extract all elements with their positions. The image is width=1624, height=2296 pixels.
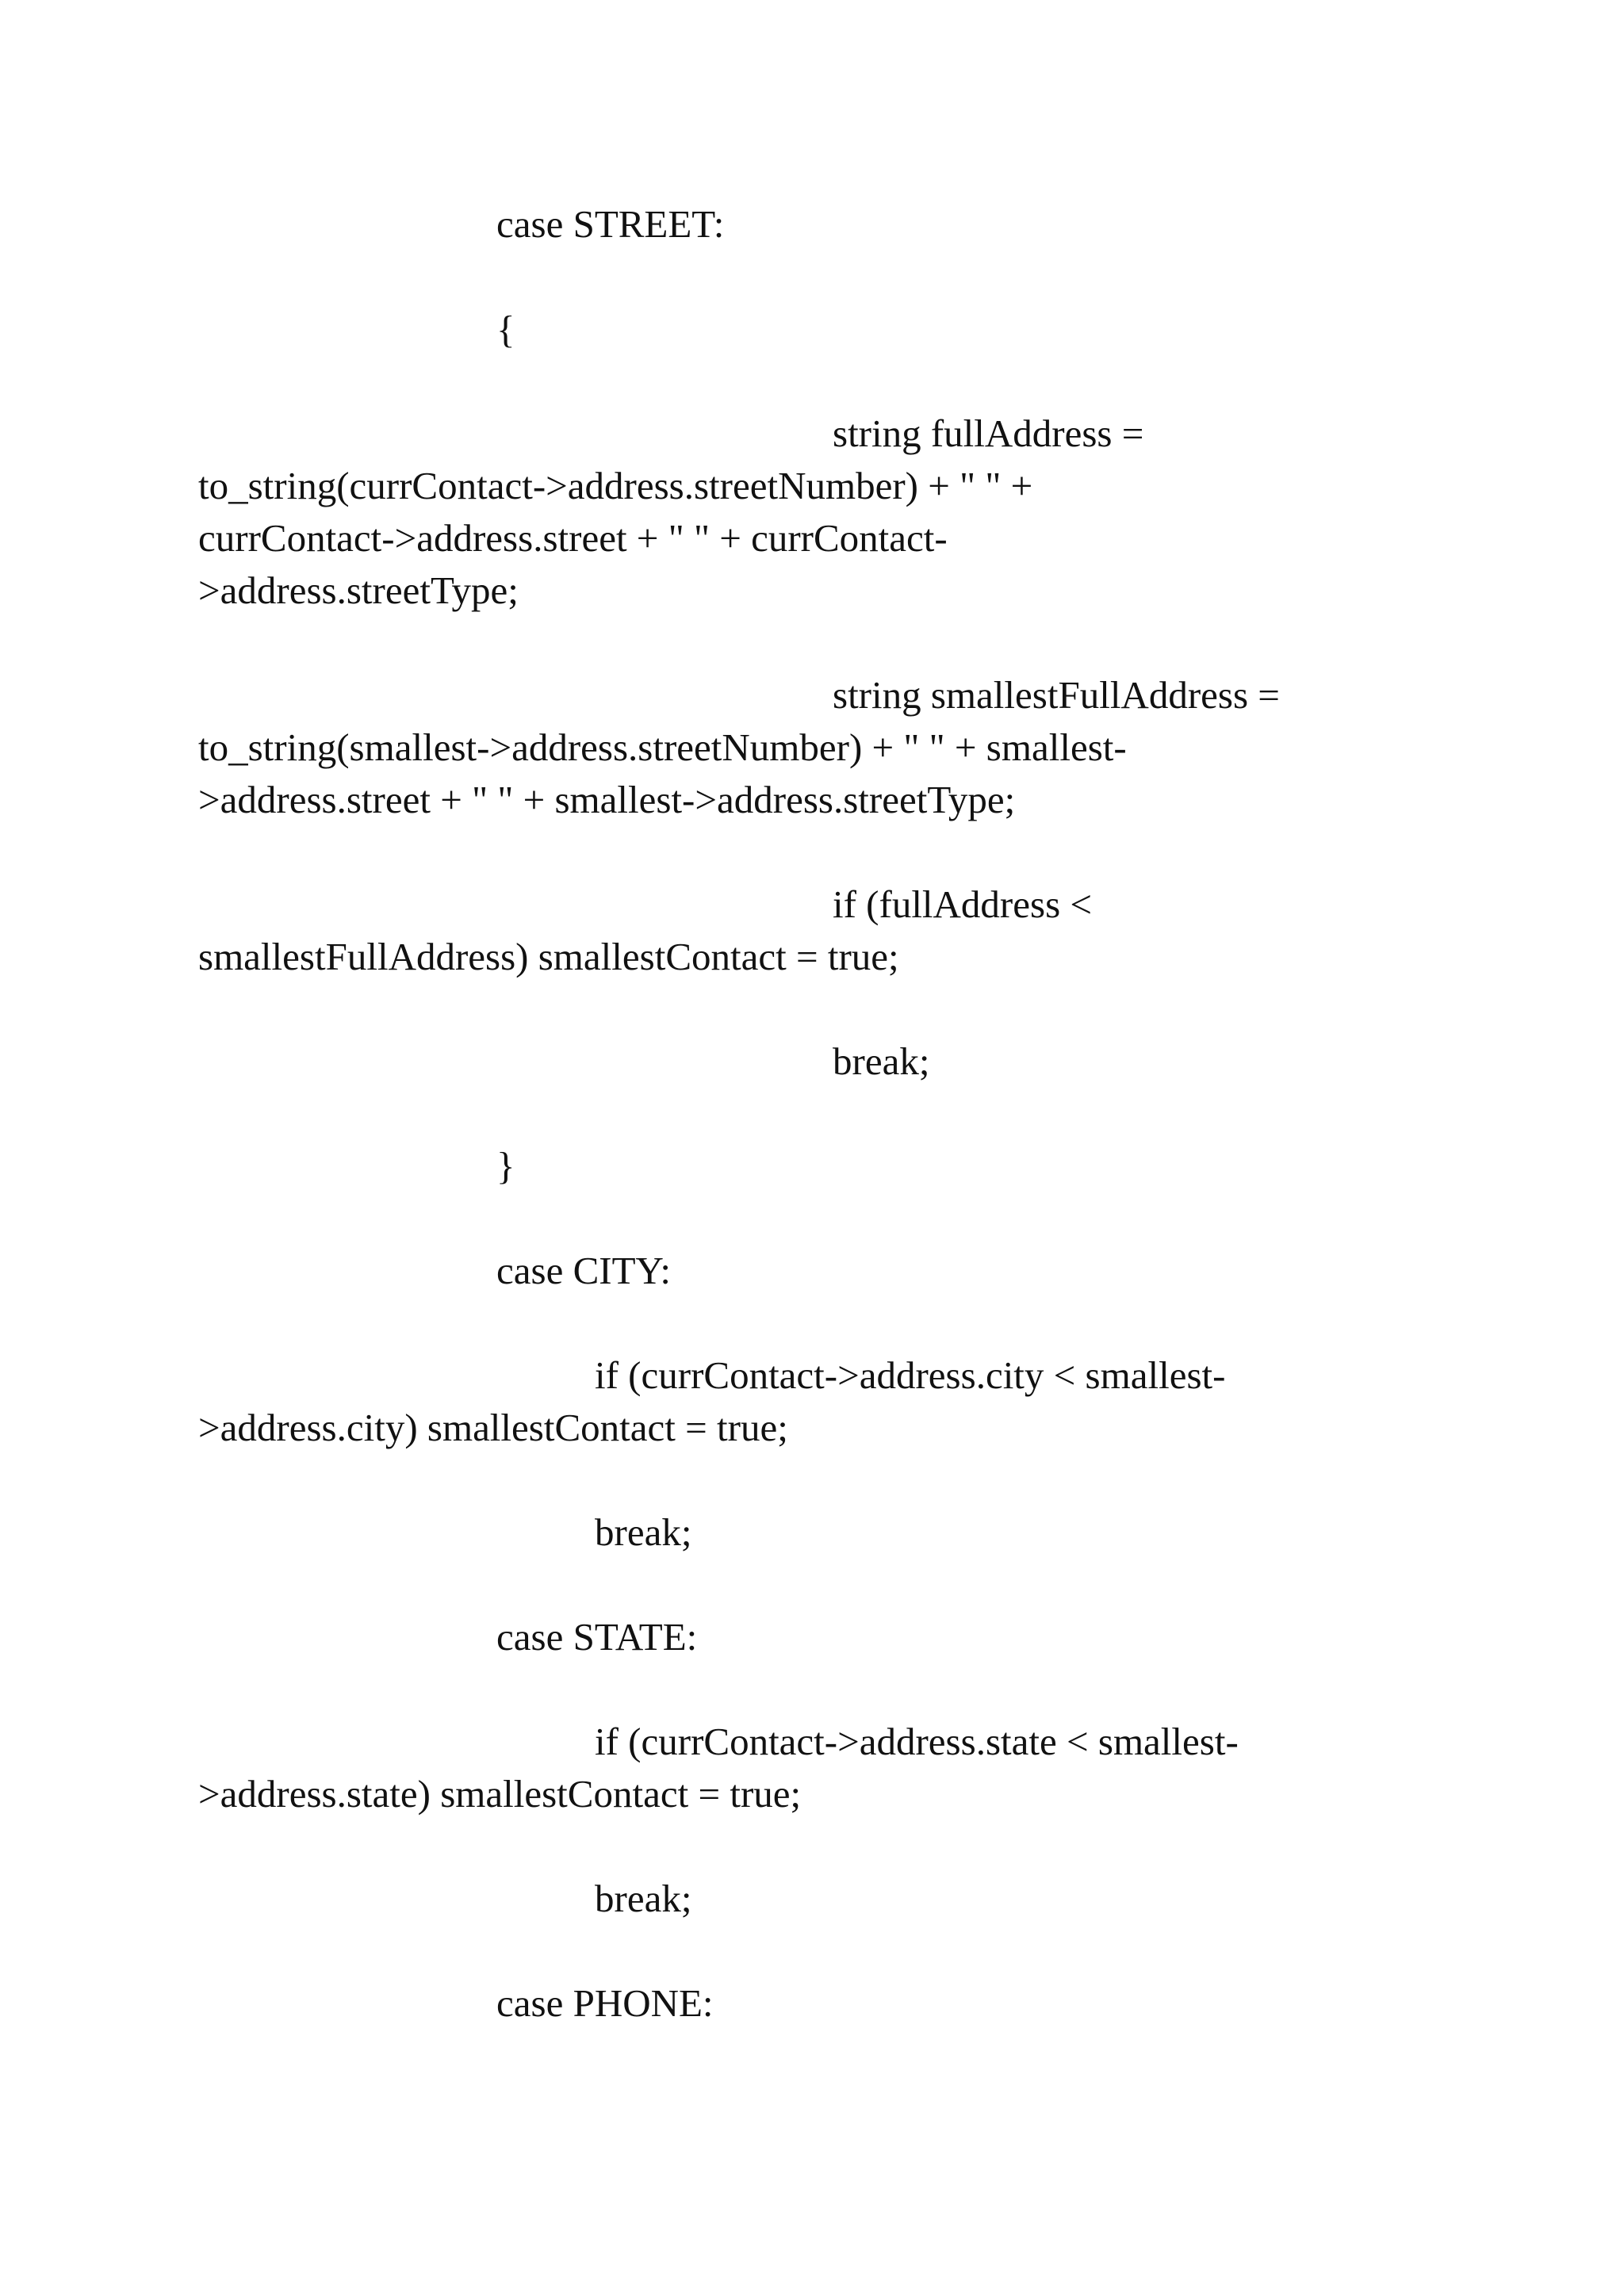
code-line: to_string(currContact->address.streetNumber) + " " +	[198, 464, 1033, 507]
code-line: case STREET:	[496, 202, 725, 246]
code-line: currContact->address.street + " " + currContact-	[198, 516, 948, 560]
code-line: smallestFullAddress) smallestContact = true;	[198, 935, 899, 978]
code-line: >address.streetType;	[198, 568, 519, 612]
code-line: string fullAddress =	[833, 411, 1144, 455]
code-line: case STATE:	[496, 1615, 698, 1659]
code-line: string smallestFullAddress =	[833, 673, 1280, 717]
code-line: to_string(smallest->address.streetNumber) + " " + smallest-	[198, 725, 1127, 769]
code-line: case PHONE:	[496, 1981, 714, 2025]
code-line: if (fullAddress <	[833, 882, 1093, 926]
code-line: >address.street + " " + smallest->address.streetType;	[198, 778, 1016, 821]
code-line: break;	[833, 1039, 930, 1083]
code-line: case CITY:	[496, 1249, 671, 1292]
code-line: >address.state) smallestContact = true;	[198, 1772, 802, 1816]
code-line: if (currContact->address.city < smallest-	[595, 1353, 1226, 1397]
code-line: break;	[595, 1510, 692, 1554]
code-line: >address.city) smallestContact = true;	[198, 1406, 788, 1449]
code-line: {	[496, 308, 515, 351]
code-line: }	[496, 1144, 515, 1188]
code-line: if (currContact->address.state < smallest-	[595, 1720, 1239, 1763]
code-line: break;	[595, 1877, 692, 1920]
